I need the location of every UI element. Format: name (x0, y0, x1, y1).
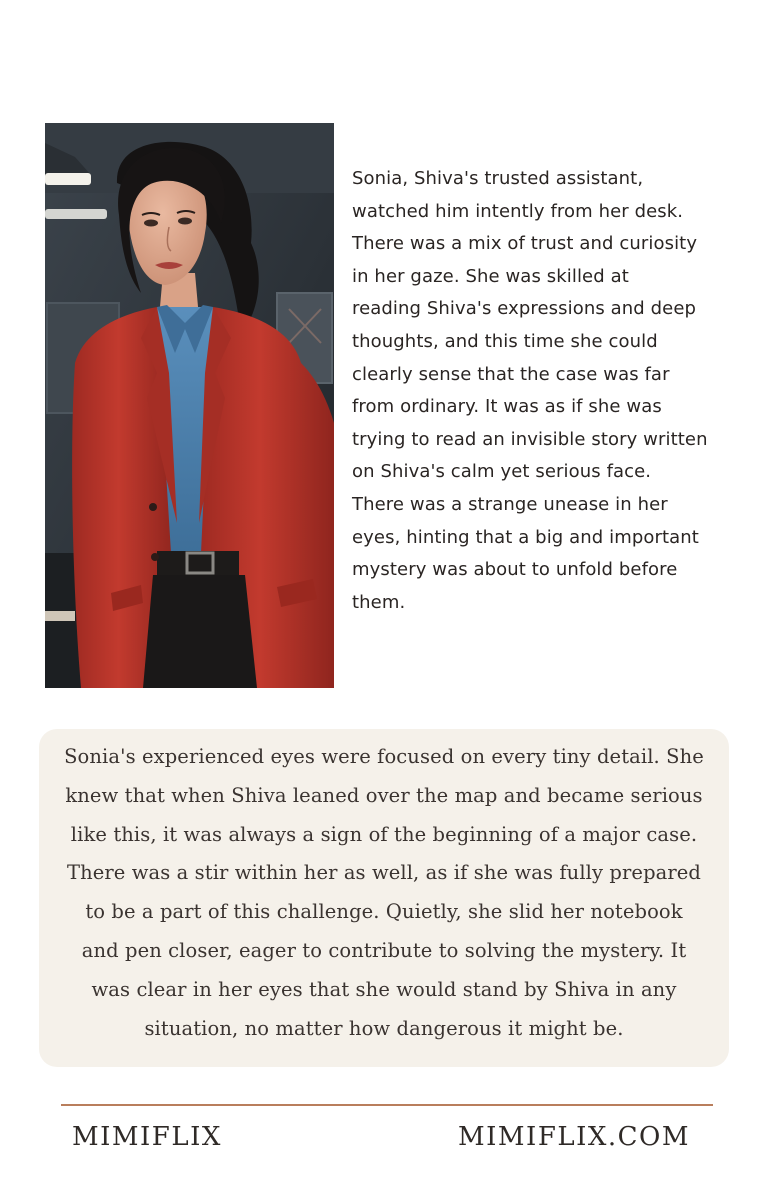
card-line: There was a stir within her as well, as if she was fully prepared (66, 861, 702, 885)
narrative-line: from ordinary. It was as if she was (352, 396, 662, 418)
card-line: knew that when Shiva leaned over the map and became serious (65, 783, 703, 807)
narrative-line: There was a strange unease in her (352, 493, 668, 515)
narrative-line: them. (352, 591, 406, 613)
sonia-portrait-artwork (45, 123, 334, 688)
narrative-line: trying to read an invisible story written (352, 428, 708, 450)
card-line: Sonia's experienced eyes were focused on every tiny detail. She (64, 745, 704, 768)
card-line: situation, no matter how dangerous it might be. (144, 1016, 624, 1040)
card-line: like this, it was always a sign of the beginning of a major case. (70, 822, 698, 846)
story-card (39, 729, 729, 1067)
narrative-line: on Shiva's calm yet serious face. (352, 461, 652, 483)
narrative-line: mystery was about to unfold before (352, 559, 678, 581)
narrative-paragraph (352, 163, 712, 619)
footer-brand-name: MIMIFLIX (72, 1122, 222, 1152)
card-line: and pen closer, eager to contribute to solving the mystery. It (81, 938, 687, 962)
card-line: to be a part of this challenge. Quietly, she slid her notebook (85, 900, 683, 924)
narrative-line: thoughts, and this time she could (352, 330, 658, 352)
narrative-line: Sonia, Shiva's trusted assistant, (352, 168, 644, 189)
story-card-paragraph (39, 738, 729, 1048)
card-line: was clear in her eyes that she would stand by Shiva in any (91, 977, 677, 1001)
narrative-line: in her gaze. She was skilled at (352, 265, 629, 287)
narrative-line: reading Shiva's expressions and deep (352, 298, 697, 320)
footer-divider (61, 1104, 713, 1106)
narrative-line: eyes, hinting that a big and important (352, 526, 699, 548)
narrative-line: clearly sense that the case was far (352, 363, 670, 385)
narrative-line: watched him intently from her desk. (352, 200, 684, 222)
narrative-line: There was a mix of trust and curiosity (352, 233, 698, 255)
illustration-sonia (45, 123, 334, 688)
footer-brand-website[interactable]: MIMIFLIX.COM (458, 1122, 690, 1152)
